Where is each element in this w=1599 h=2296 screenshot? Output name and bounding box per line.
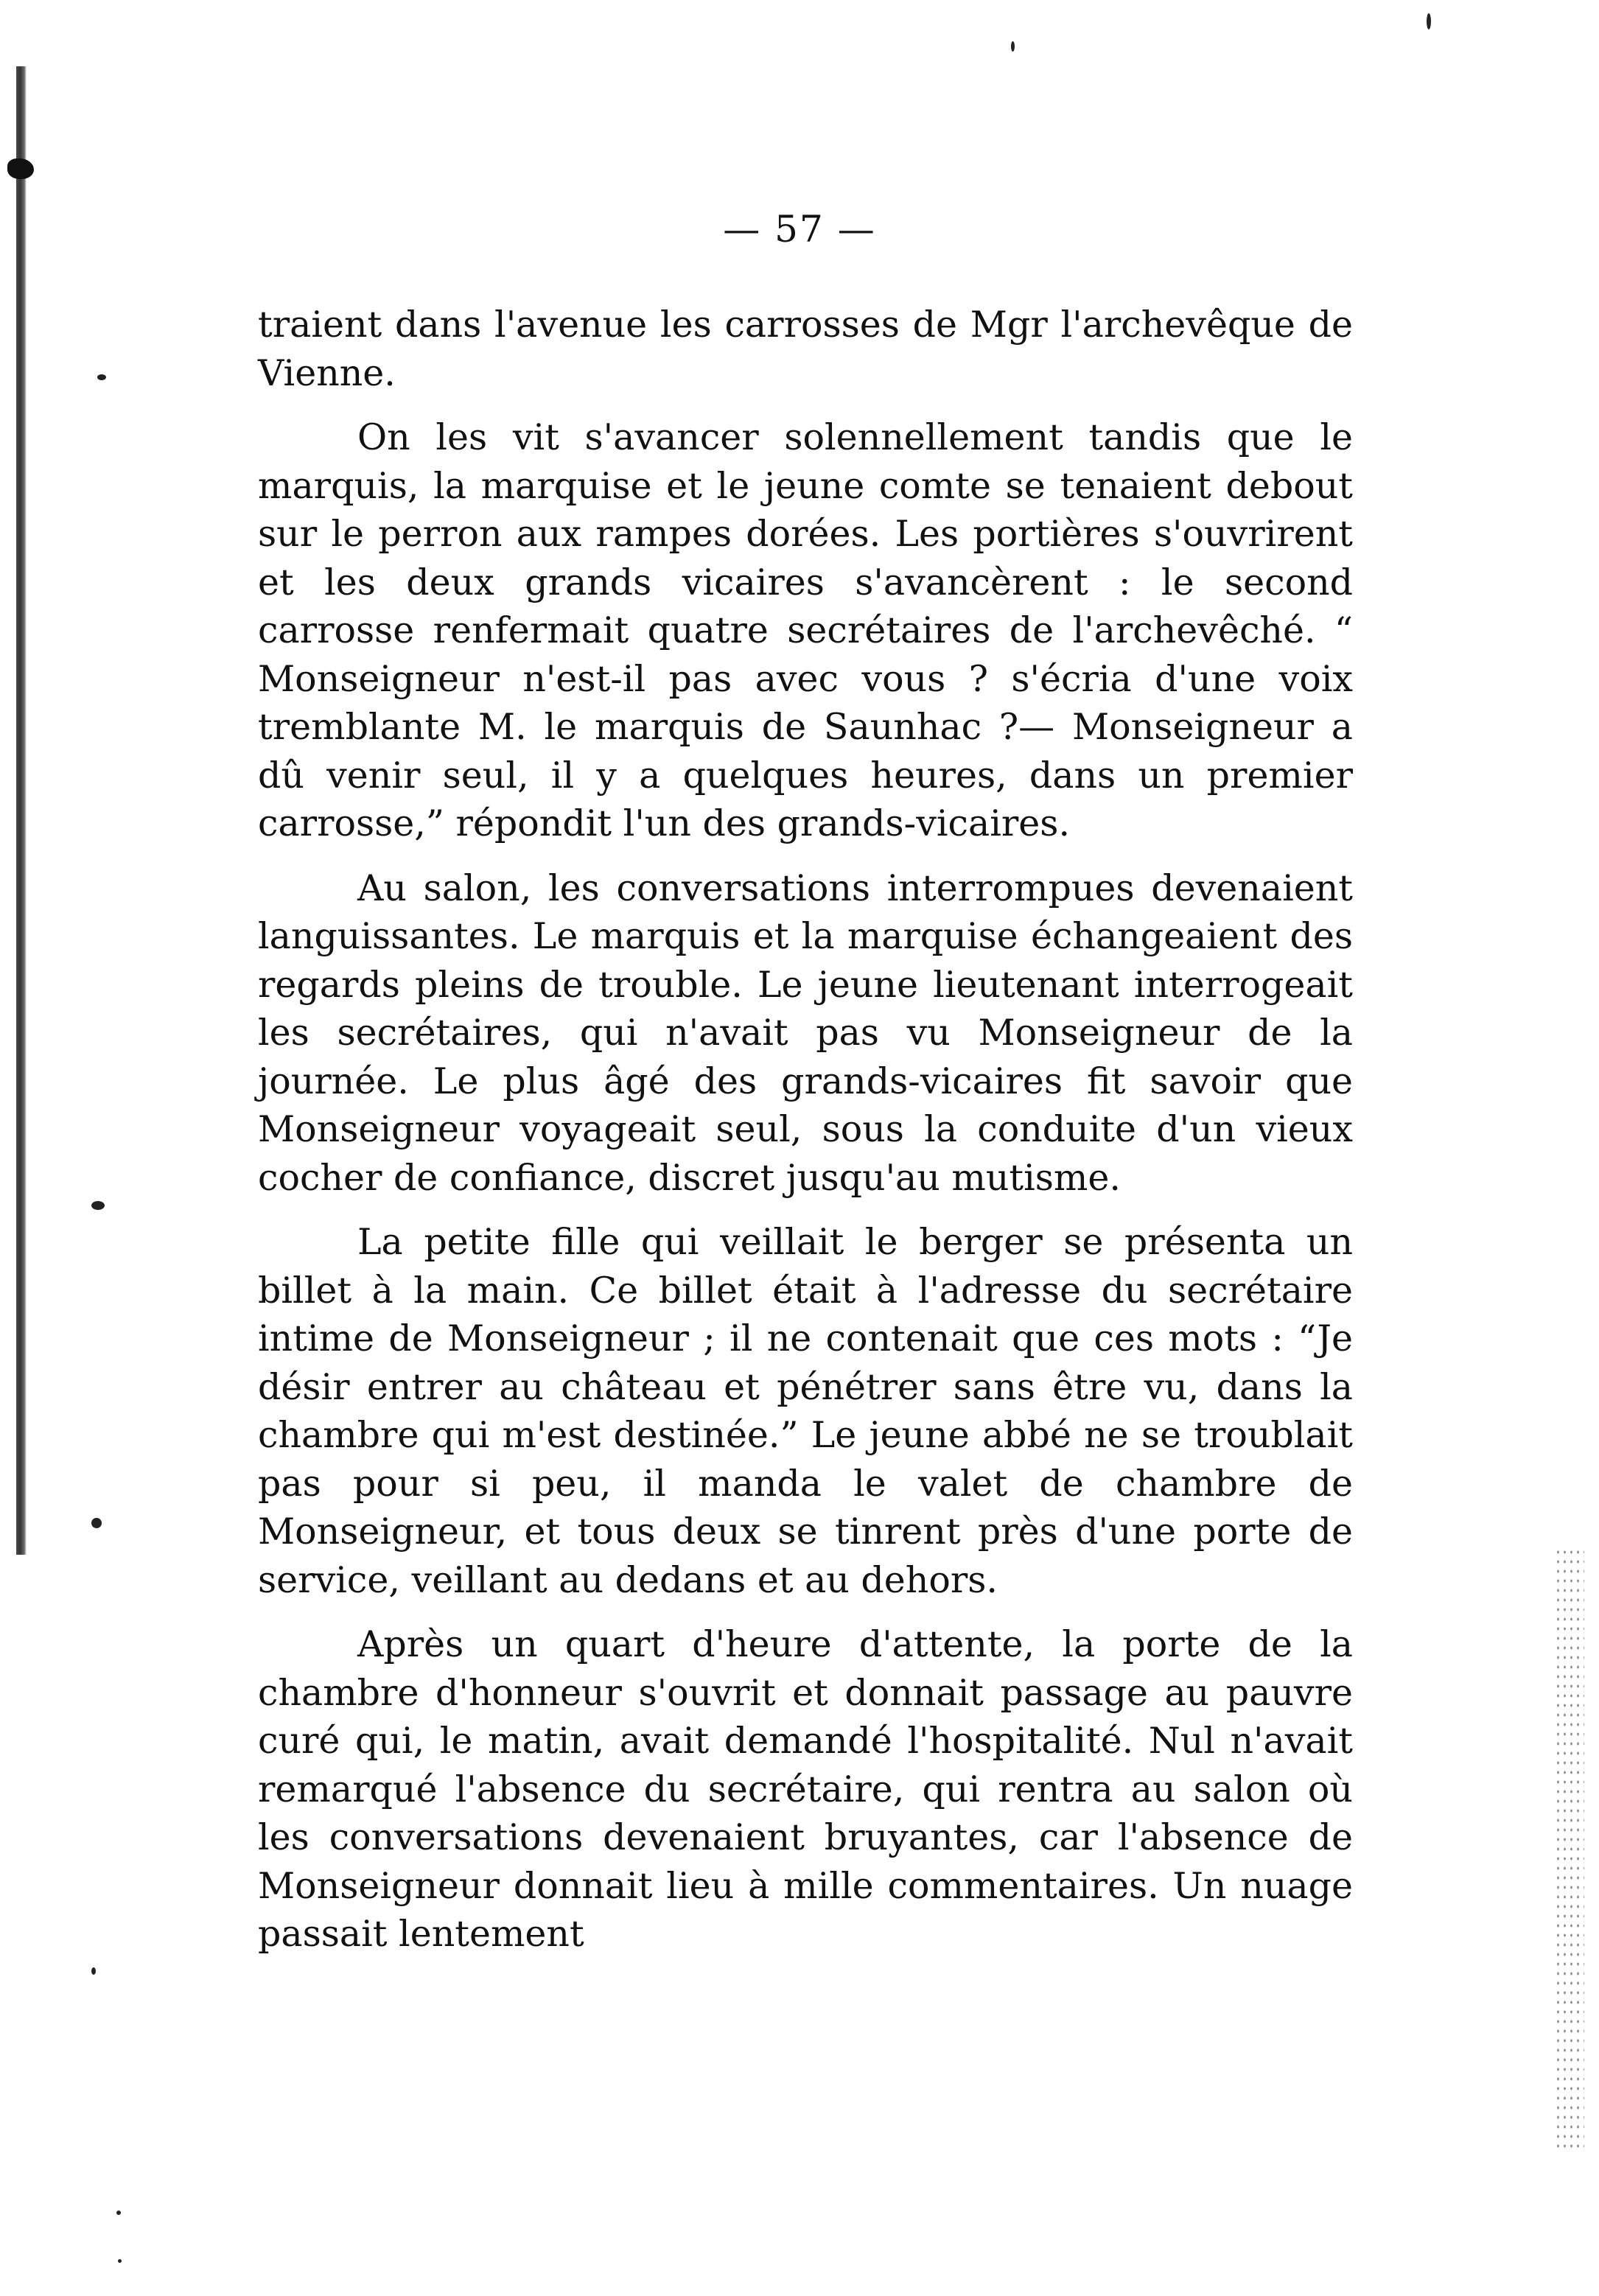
scan-edge-mark (7, 158, 34, 179)
scan-speck (1427, 13, 1431, 29)
scan-left-edge (16, 66, 27, 1555)
scan-speck (116, 2211, 121, 2215)
scan-speck (97, 374, 106, 380)
page-number: — 57 — (723, 208, 876, 251)
paragraph: La petite fille qui veillait le berger se présenta un billet à la main. Ce billet était à l'adresse du secrétaire intime de Monseigneur ; il ne contenait que ces mots : “Je désir entrer au château et pénétrer sans être vu, dans la chambre qui m'est destinée.” Le jeune abbé ne se troublait pas pour si peu, il manda le valet de chambre de Monseigneur, et tous deux se tinrent près d'une porte de service, veillant au dedans et au dehors. (258, 1221, 1353, 1601)
paragraph: On les vit s'avancer solennellement tandis que le marquis, la marquise et le jeune comte se tenaient debout sur le perron aux rampes dorées. Les portières s'ouvrirent et les deux grands vicaires s'avancèrent : le second carrosse renfermait quatre secrétaires de l'archevêché. “ Monseigneur n'est-il pas avec vous ? s'écria d'une voix tremblante M. le marquis de Saunhac ?— Monseigneur a dû venir seul, il y a quelques heures, dans un premier carrosse,” répondit l'un des grands-vicaires. (258, 416, 1353, 844)
scan-speck (118, 2259, 122, 2263)
scan-noise-right (1555, 1547, 1584, 2152)
paragraph: Au salon, les conversations interrompues devenaient languissantes. Le marquis et la marquise échangeaient des regards pleins de trouble. Le jeune lieutenant interrogeait les secrétaires, qui n'avait pas vu Monseigneur de la journée. Le plus âgé des grands-vicaires fit savoir que Monseigneur voyageait seul, sous la conduite d'un vieux cocher de confiance, discret jusqu'au mutisme. (258, 867, 1353, 1199)
body-text (258, 301, 1353, 1975)
scan-speck (91, 1201, 105, 1210)
paragraph: Après un quart d'heure d'attente, la porte de la chambre d'honneur s'ouvrit et donnait passage au pauvre curé qui, le matin, avait demandé l'hospitalité. Nul n'avait remarqué l'absence du secrétaire, qui rentra au salon où les conversations devenaient bruyantes, car l'absence de Monseigneur donnait lieu à mille commentaires. Un nuage passait lentement (258, 1623, 1353, 1955)
scan-speck (1011, 41, 1015, 52)
scan-speck (91, 1518, 102, 1528)
paragraph: traient dans l'avenue les carrosses de Mgr l'archevêque de Vienne. (258, 304, 1353, 394)
scan-speck (91, 1967, 96, 1975)
